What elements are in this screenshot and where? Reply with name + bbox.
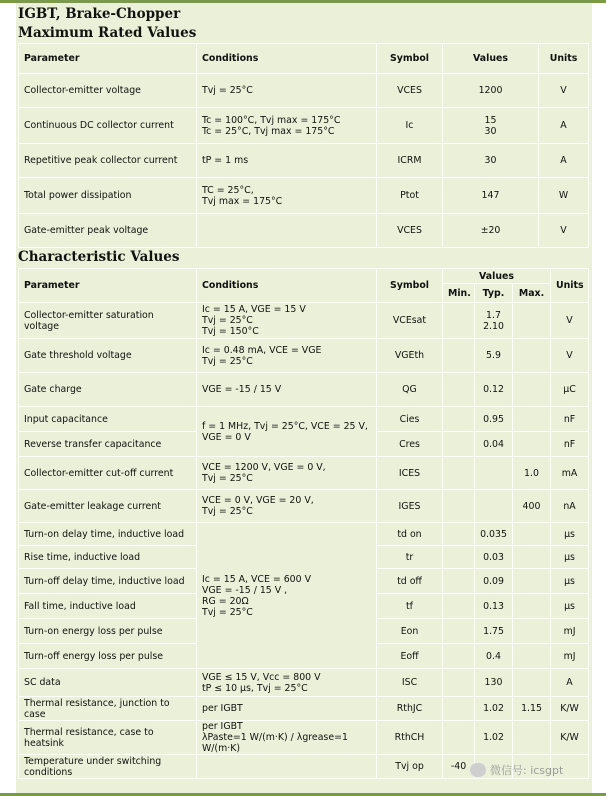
- cond-line: VGE = -15 / 15 V ,: [202, 584, 288, 596]
- symbol-cell: QG: [377, 373, 443, 407]
- max-cell: [513, 644, 551, 669]
- table-row: [19, 74, 589, 108]
- typ-cell: 0.09: [475, 569, 513, 594]
- header-symbol: Symbol: [377, 44, 443, 74]
- cond-cell: tP = 1 ms: [197, 144, 377, 178]
- max-cell: [513, 619, 551, 644]
- header-units: Units: [551, 269, 589, 303]
- param-cell: Rise time, inductive load: [19, 546, 197, 569]
- header-parameter: Parameter: [19, 44, 197, 74]
- cond-line: Tvj = 25°C: [202, 473, 253, 484]
- typ-cell: 0.13: [475, 594, 513, 619]
- unit-cell: W: [539, 178, 589, 214]
- table-row: [19, 178, 589, 214]
- unit-cell: μC: [551, 373, 589, 407]
- table-row: [19, 407, 589, 432]
- param-cell: Gate threshold voltage: [19, 339, 197, 373]
- unit-cell: V: [539, 74, 589, 108]
- table-row: [19, 523, 589, 546]
- unit-cell: μs: [551, 569, 589, 594]
- max-cell: 1.15: [513, 697, 551, 721]
- typ-cell: 5.9: [475, 339, 513, 373]
- unit-cell: V: [551, 339, 589, 373]
- param-cell: Collector-emitter voltage: [19, 74, 197, 108]
- characteristic-title: Characteristic Values: [18, 249, 180, 265]
- max-cell: [513, 432, 551, 457]
- cond-line: VCE = 1200 V, VGE = 0 V,: [202, 462, 326, 473]
- unit-cell: V: [539, 214, 589, 248]
- max-cell: [513, 546, 551, 569]
- param-cell: [19, 755, 197, 779]
- param-cell: Gate-emitter peak voltage: [19, 214, 197, 248]
- param-line: Collector-emitter saturation: [24, 309, 154, 321]
- header-values: Values: [443, 44, 539, 74]
- header-units: Units: [539, 44, 589, 74]
- symbol-cell: VGEth: [377, 339, 443, 373]
- max-cell: 400: [513, 490, 551, 523]
- table-row: [19, 669, 589, 697]
- cond-line: VGE = 0 V: [202, 431, 251, 443]
- param-line: case: [24, 708, 46, 720]
- table-row: [19, 108, 589, 144]
- cond-line: Ic = 0.48 mA, VCE = VGE: [202, 344, 322, 356]
- min-cell: [443, 644, 475, 669]
- typ-cell: 0.04: [475, 432, 513, 457]
- header-max: Max.: [513, 284, 551, 303]
- value-line: 30: [484, 125, 497, 137]
- param-cell: Turn-off delay time, inductive load: [19, 569, 197, 594]
- cond-line: Tvj = 150°C: [202, 326, 259, 337]
- max-rated-table: [18, 43, 589, 248]
- table-row: [19, 490, 589, 523]
- cond-cell: [197, 490, 377, 523]
- param-line: voltage: [24, 320, 60, 332]
- symbol-cell: VCES: [377, 214, 443, 248]
- min-cell: [443, 457, 475, 490]
- typ-cell: 1.02: [475, 721, 513, 755]
- section-title: IGBT, Brake-Chopper: [18, 6, 181, 22]
- cond-cell: Tvj = 25°C: [197, 74, 377, 108]
- unit-cell: A: [539, 144, 589, 178]
- symbol-cell: Ic: [377, 108, 443, 144]
- unit-cell: nF: [551, 407, 589, 432]
- cond-line: TC = 25°C,: [202, 184, 254, 196]
- symbol-cell: RthJC: [377, 697, 443, 721]
- cond-line: Ic = 15 A, VGE = 15 V: [202, 304, 306, 315]
- unit-cell: nF: [551, 432, 589, 457]
- max-cell: [513, 594, 551, 619]
- symbol-cell: ICRM: [377, 144, 443, 178]
- symbol-cell: ISC: [377, 669, 443, 697]
- param-line: Temperature under switching: [24, 755, 162, 767]
- symbol-cell: Cies: [377, 407, 443, 432]
- cond-cell: [197, 755, 377, 779]
- cond-cell: [197, 523, 377, 669]
- cond-cell: [197, 108, 377, 144]
- unit-cell: nA: [551, 490, 589, 523]
- table-row: [19, 457, 589, 490]
- param-cell: Turn-on delay time, inductive load: [19, 523, 197, 546]
- symbol-cell: IGES: [377, 490, 443, 523]
- cond-cell: VGE = -15 / 15 V: [197, 373, 377, 407]
- symbol-cell: tf: [377, 594, 443, 619]
- max-cell: [513, 407, 551, 432]
- cond-line: Tvj = 25°C: [202, 506, 253, 517]
- param-cell: Turn-off energy loss per pulse: [19, 644, 197, 669]
- param-cell: Gate-emitter leakage current: [19, 490, 197, 523]
- unit-cell: μs: [551, 546, 589, 569]
- typ-cell: 0.12: [475, 373, 513, 407]
- unit-cell: K/W: [551, 697, 589, 721]
- unit-cell: A: [539, 108, 589, 144]
- param-line: Thermal resistance, junction to: [24, 697, 170, 709]
- min-cell: [443, 697, 475, 721]
- max-cell: [513, 569, 551, 594]
- min-cell: [443, 373, 475, 407]
- param-cell: [19, 697, 197, 721]
- unit-cell: V: [551, 303, 589, 339]
- param-cell: Gate charge: [19, 373, 197, 407]
- char-header-row: [19, 269, 589, 284]
- max-cell: [513, 523, 551, 546]
- typ-cell: [475, 490, 513, 523]
- symbol-cell: Tvj op: [377, 755, 443, 779]
- top-rule: [0, 0, 606, 3]
- param-cell: Repetitive peak collector current: [19, 144, 197, 178]
- value-cell: 1200: [443, 74, 539, 108]
- table-row: [19, 144, 589, 178]
- cond-cell: [197, 339, 377, 373]
- param-cell: Input capacitance: [19, 407, 197, 432]
- cond-line: Tc = 25°C, Tvj max = 175°C: [202, 125, 335, 137]
- symbol-cell: VCEsat: [377, 303, 443, 339]
- param-line: Thermal resistance, case to: [24, 726, 154, 738]
- max-cell: [513, 303, 551, 339]
- min-cell: [443, 594, 475, 619]
- watermark: [470, 760, 563, 780]
- min-cell: [443, 303, 475, 339]
- typ-cell: 0.035: [475, 523, 513, 546]
- max-cell: [513, 373, 551, 407]
- symbol-cell: Cres: [377, 432, 443, 457]
- min-cell: [443, 490, 475, 523]
- symbol-cell: tr: [377, 546, 443, 569]
- cond-line: per IGBT: [202, 721, 243, 732]
- param-cell: Fall time, inductive load: [19, 594, 197, 619]
- cond-cell: [197, 214, 377, 248]
- param-line: conditions: [24, 766, 73, 778]
- typ-cell: 1.75: [475, 619, 513, 644]
- symbol-cell: VCES: [377, 74, 443, 108]
- unit-cell: mJ: [551, 619, 589, 644]
- typ-cell: 130: [475, 669, 513, 697]
- max-cell: [513, 721, 551, 755]
- min-cell: -40: [443, 755, 475, 779]
- cond-cell: [197, 721, 377, 755]
- param-cell: Total power dissipation: [19, 178, 197, 214]
- header-symbol: Symbol: [377, 269, 443, 303]
- symbol-cell: Eon: [377, 619, 443, 644]
- cond-line: tP ≤ 10 μs, Tvj = 25°C: [202, 682, 308, 694]
- max-cell: [513, 669, 551, 697]
- unit-cell: μs: [551, 523, 589, 546]
- symbol-cell: td off: [377, 569, 443, 594]
- table-row: [19, 721, 589, 755]
- cond-line: f = 1 MHz, Tvj = 25°C, VCE = 25 V,: [202, 420, 368, 432]
- cond-cell: [197, 303, 377, 339]
- table-row: [19, 303, 589, 339]
- cond-line: Tvj = 25°C: [202, 355, 253, 367]
- symbol-cell: td on: [377, 523, 443, 546]
- max-header-row: [19, 44, 589, 74]
- unit-cell: K/W: [551, 721, 589, 755]
- typ-cell: 0.95: [475, 407, 513, 432]
- cond-line: VCE = 0 V, VGE = 20 V,: [202, 495, 314, 506]
- param-cell: Collector-emitter cut-off current: [19, 457, 197, 490]
- param-cell: [19, 303, 197, 339]
- unit-cell: μs: [551, 594, 589, 619]
- symbol-cell: ICES: [377, 457, 443, 490]
- table-row: [19, 697, 589, 721]
- cond-cell: [197, 407, 377, 457]
- cond-cell: [197, 457, 377, 490]
- cond-line: Tc = 100°C, Tvj max = 175°C: [202, 114, 341, 126]
- table-row: [19, 214, 589, 248]
- param-line: heatsink: [24, 737, 64, 749]
- max-rated-title: Maximum Rated Values: [18, 25, 197, 41]
- header-values: Values: [443, 269, 551, 284]
- param-cell: SC data: [19, 669, 197, 697]
- symbol-cell: RthCH: [377, 721, 443, 755]
- header-conditions: Conditions: [197, 44, 377, 74]
- header-parameter: Parameter: [19, 269, 197, 303]
- min-cell: [443, 669, 475, 697]
- cond-line: Tvj max = 175°C: [202, 195, 283, 207]
- cond-cell: [197, 178, 377, 214]
- typ-line: 2.10: [483, 320, 504, 332]
- value-cell: ±20: [443, 214, 539, 248]
- param-cell: Continuous DC collector current: [19, 108, 197, 144]
- cond-line: Tvj = 25°C: [202, 606, 253, 618]
- header-conditions: Conditions: [197, 269, 377, 303]
- characteristic-table: [18, 268, 589, 779]
- cond-cell: per IGBT: [197, 697, 377, 721]
- typ-cell: 1.02: [475, 697, 513, 721]
- unit-cell: mA: [551, 457, 589, 490]
- typ-cell: [475, 303, 513, 339]
- cond-line: λPaste=1 W/(m·K) / λgrease=1: [202, 732, 348, 743]
- min-cell: [443, 721, 475, 755]
- header-typ: Typ.: [475, 284, 513, 303]
- min-cell: [443, 432, 475, 457]
- unit-cell: mJ: [551, 644, 589, 669]
- param-cell: Turn-on energy loss per pulse: [19, 619, 197, 644]
- unit-cell: A: [551, 669, 589, 697]
- typ-cell: [475, 457, 513, 490]
- param-cell: Reverse transfer capacitance: [19, 432, 197, 457]
- min-cell: [443, 407, 475, 432]
- cond-line: Tvj = 25°C: [202, 315, 253, 326]
- param-cell: [19, 721, 197, 755]
- cond-line: Ic = 15 A, VCE = 600 V: [202, 573, 312, 585]
- max-cell: [513, 339, 551, 373]
- watermark-text: 微信号: icsgpt: [490, 764, 564, 777]
- value-cell: [443, 108, 539, 144]
- typ-line: 1.7: [486, 309, 501, 321]
- table-row: [19, 339, 589, 373]
- cond-line: VGE ≤ 15 V, Vcc = 800 V: [202, 671, 321, 683]
- min-cell: [443, 546, 475, 569]
- typ-cell: 0.4: [475, 644, 513, 669]
- symbol-cell: Ptot: [377, 178, 443, 214]
- table-row: [19, 373, 589, 407]
- wechat-icon: [470, 763, 486, 777]
- min-cell: [443, 523, 475, 546]
- typ-cell: 0.03: [475, 546, 513, 569]
- min-cell: [443, 339, 475, 373]
- min-cell: [443, 619, 475, 644]
- cond-line: RG = 20Ω: [202, 595, 249, 607]
- value-cell: 147: [443, 178, 539, 214]
- max-cell: 1.0: [513, 457, 551, 490]
- value-cell: 30: [443, 144, 539, 178]
- min-cell: [443, 569, 475, 594]
- cond-cell: [197, 669, 377, 697]
- header-min: Min.: [443, 284, 475, 303]
- cond-line: W/(m·K): [202, 743, 241, 754]
- value-line: 15: [484, 114, 497, 126]
- symbol-cell: Eoff: [377, 644, 443, 669]
